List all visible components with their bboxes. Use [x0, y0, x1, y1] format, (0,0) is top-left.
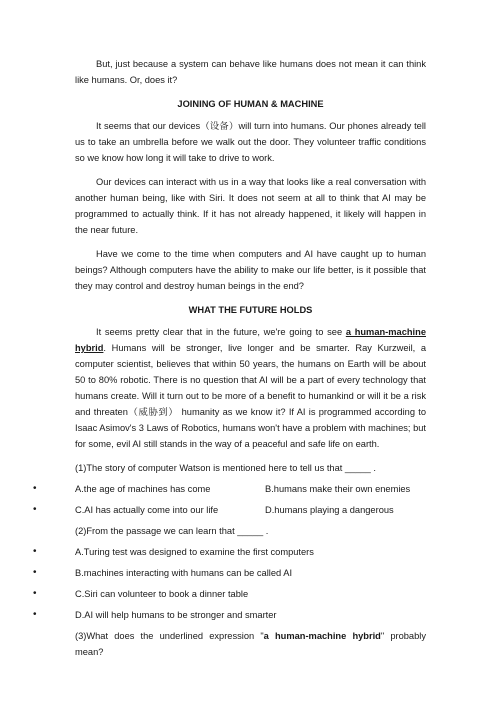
- bullet-icon: •: [33, 588, 37, 599]
- underlined-phrase: a human-machine hybrid: [75, 327, 426, 353]
- bullet-icon: •: [33, 567, 37, 578]
- option-a: • A.Turing test was designed to examine the first computers: [75, 544, 426, 560]
- option-row: [33, 502, 426, 518]
- option-b: B.humans make their own enemies: [265, 484, 411, 494]
- option-c: C.AI has actually come into our life: [75, 505, 219, 515]
- bullet-icon: •: [33, 504, 37, 515]
- option-a: A.the age of machines has come: [75, 484, 211, 494]
- option-d: D.humans playing a dangerous: [265, 505, 394, 515]
- option-row: [33, 481, 426, 497]
- question-2-options: [33, 544, 426, 623]
- question-2: (2)From the passage we can learn that _____ .: [75, 526, 269, 536]
- document-page: [33, 56, 426, 665]
- section-heading-future: WHAT THE FUTURE HOLDS: [188, 305, 313, 315]
- question-3-phrase: a human-machine hybrid: [263, 631, 381, 641]
- paragraph-caught-up: Have we come to the time when computers and AI have caught up to human beings? Although computers have the ability to make our life better, is it possible that they may control and destroy human beings in the end?: [75, 249, 426, 291]
- paragraph-interact: Our devices can interact with us in a way that looks like a real conversation with another human being, like with Siri. It does not seem at all to think that AI may be programmed to actually think. If it has not already happened, it likely will happen in the near future.: [75, 177, 426, 235]
- option-d: • D.AI will help humans to be stronger and smarter: [75, 607, 426, 623]
- paragraph-devices: It seems that our devices（设备）will turn into humans. Our phones already tell us to take an umbrella before we walk out the door. They volunteer traffic conditions so we know how long it will take to drive to work.: [75, 121, 426, 163]
- option-c: • C.Siri can volunteer to book a dinner table: [75, 586, 426, 602]
- option-b: • B.machines interacting with humans can be called AI: [75, 565, 426, 581]
- section-heading-joining: JOINING OF HUMAN & MACHINE: [177, 99, 324, 109]
- question-1-options: [33, 481, 426, 518]
- question-3: (3)What does the underlined expression "a human-machine hybrid" probably mean?: [75, 631, 426, 657]
- bullet-icon: •: [33, 483, 37, 494]
- bullet-icon: •: [33, 609, 37, 620]
- intro-paragraph: But, just because a system can behave like humans does not mean it can think like humans. Or, does it?: [75, 59, 426, 85]
- paragraph-future: It seems pretty clear that in the future, we're going to see a human-machine hybrid. Humans will be stronger, live longer and be smarter. Ray Kurzweil, a computer scientist, believes that within 50 years, the humans on Earth will be about 50 to 80% robotic. There is no question that AI will be a part of every technology that humans create. Will it turn out to be more of a benefit to humankind or will it be a risk and threaten（威胁到） humanity as we know it? If AI is programmed according to Isaac Asimov's 3 Laws of Robotics, humans won't have a problem with machines; but for some, evil AI still stands in the way of a peaceful and safe life on earth.: [75, 327, 426, 449]
- bullet-icon: •: [33, 546, 37, 557]
- question-1: (1)The story of computer Watson is mentioned here to tell us that _____ .: [75, 463, 376, 473]
